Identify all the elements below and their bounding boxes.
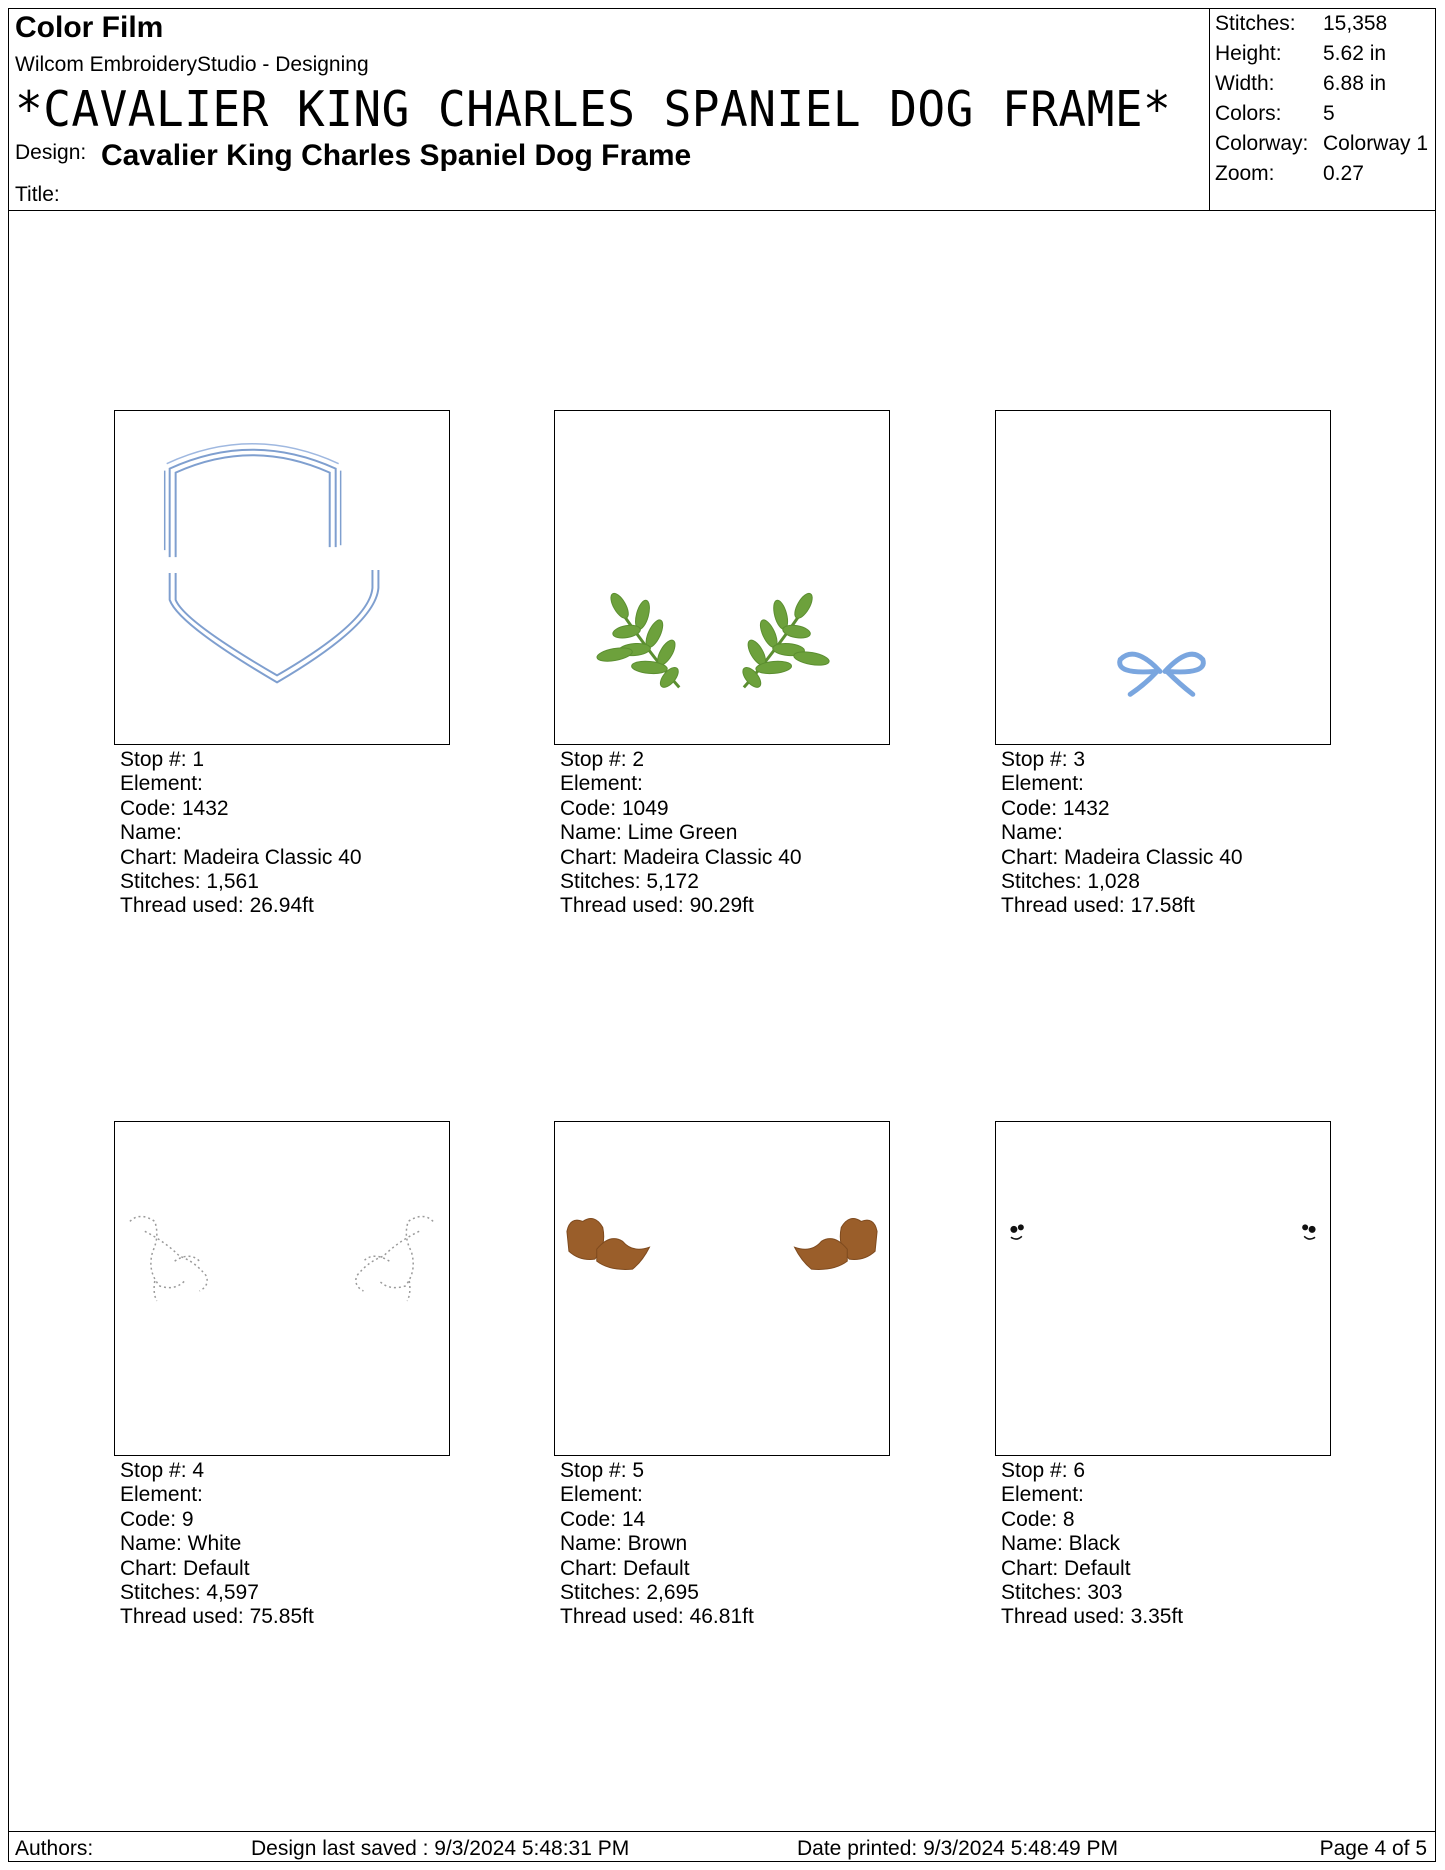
laurel-branches-icon [555, 411, 889, 744]
stop-number: Stop #: 1 [120, 748, 205, 771]
design-label: Design: [15, 141, 87, 164]
stop-name: Name: Lime Green [560, 821, 738, 845]
stop-code: Code: 1432 [120, 796, 229, 820]
stop-thread: Thread used: 26.94ft [120, 894, 314, 918]
app-name: Wilcom EmbroideryStudio - Designing [15, 53, 369, 76]
stop-stitches: Stitches: 4,597 [120, 1580, 259, 1604]
stop-name: Name: Black [1001, 1532, 1121, 1556]
stop-chart: Chart: Default [560, 1556, 690, 1580]
stop-info-2 [560, 748, 802, 919]
title-label: Title: [15, 183, 60, 206]
footer-date-printed: Date printed: 9/3/2024 5:48:49 PM [797, 1837, 1119, 1860]
stop-code: Code: 1432 [1001, 796, 1110, 820]
stop-info-1 [120, 748, 362, 919]
stop-thread: Thread used: 46.81ft [560, 1605, 754, 1629]
stop-preview-6 [995, 1121, 1331, 1456]
stop-name: Name: [120, 821, 182, 845]
stop-thread: Thread used: 3.35ft [1001, 1605, 1184, 1629]
stop-number: Stop #: 4 [120, 1459, 205, 1482]
bow-icon [996, 411, 1330, 744]
stop-chart: Chart: Default [1001, 1556, 1131, 1580]
design-stats: Stitches: 15,358 Height: 5.62 in Width: 6.88 in Colors: 5 Colorway: Colorway 1 Zoom: 0.27 [1209, 9, 1436, 210]
design-banner-title: *CAVALIER KING CHARLES SPANIEL DOG FRAME* [15, 81, 1172, 138]
stop-stitches: Stitches: 303 [1001, 1580, 1123, 1604]
header [9, 9, 1435, 211]
stop-number: Stop #: 5 [560, 1459, 645, 1482]
stop-code: Code: 9 [120, 1507, 194, 1531]
stop-chart: Chart: Madeira Classic 40 [1001, 845, 1243, 869]
stop-preview-4 [114, 1121, 450, 1456]
color-film-page [8, 8, 1436, 1862]
stop-number: Stop #: 2 [560, 748, 645, 771]
stop-stitches: Stitches: 1,028 [1001, 869, 1140, 893]
stop-code: Code: 14 [560, 1507, 646, 1531]
stop-code: Code: 1049 [560, 796, 669, 820]
stop-number: Stop #: 3 [1001, 748, 1086, 771]
footer [9, 1831, 1435, 1864]
stop-preview-3 [995, 410, 1331, 745]
design-name: Cavalier King Charles Spaniel Dog Frame [101, 139, 692, 172]
stop-preview-2 [554, 410, 890, 745]
footer-authors: Authors: [15, 1837, 94, 1860]
dog-eyes-icon [996, 1122, 1330, 1455]
stop-number: Stop #: 6 [1001, 1459, 1086, 1482]
stop-thread: Thread used: 17.58ft [1001, 894, 1195, 918]
stop-preview-1 [114, 410, 450, 745]
stop-chart: Chart: Default [120, 1556, 250, 1580]
stop-chart: Chart: Madeira Classic 40 [120, 845, 362, 869]
stop-stitches: Stitches: 2,695 [560, 1580, 699, 1604]
footer-page-number: Page 4 of 5 [1319, 1837, 1427, 1860]
stop-element: Element: [120, 1483, 203, 1507]
stop-info-6 [1001, 1459, 1183, 1630]
stop-element: Element: [1001, 772, 1084, 796]
dog-ears-icon [555, 1122, 889, 1455]
stop-stitches: Stitches: 1,561 [120, 869, 259, 893]
stop-element: Element: [560, 1483, 643, 1507]
stop-info-5 [560, 1459, 754, 1630]
page-title: Color Film [15, 11, 164, 44]
stop-stitches: Stitches: 5,172 [560, 869, 699, 893]
stop-info-3 [1001, 748, 1243, 919]
stop-code: Code: 8 [1001, 1507, 1075, 1531]
dog-outline-dots-icon [115, 1122, 449, 1455]
stop-element: Element: [560, 772, 643, 796]
stop-element: Element: [120, 772, 203, 796]
stop-name: Name: [1001, 821, 1063, 845]
stop-chart: Chart: Madeira Classic 40 [560, 845, 802, 869]
stop-thread: Thread used: 75.85ft [120, 1605, 314, 1629]
shield-outline-icon [115, 411, 449, 744]
footer-last-saved: Design last saved : 9/3/2024 5:48:31 PM [251, 1837, 630, 1860]
stop-element: Element: [1001, 1483, 1084, 1507]
stop-name: Name: Brown [560, 1532, 688, 1556]
stop-preview-5 [554, 1121, 890, 1456]
stop-thread: Thread used: 90.29ft [560, 894, 754, 918]
stop-name: Name: White [120, 1532, 242, 1556]
stop-info-4 [120, 1459, 314, 1630]
